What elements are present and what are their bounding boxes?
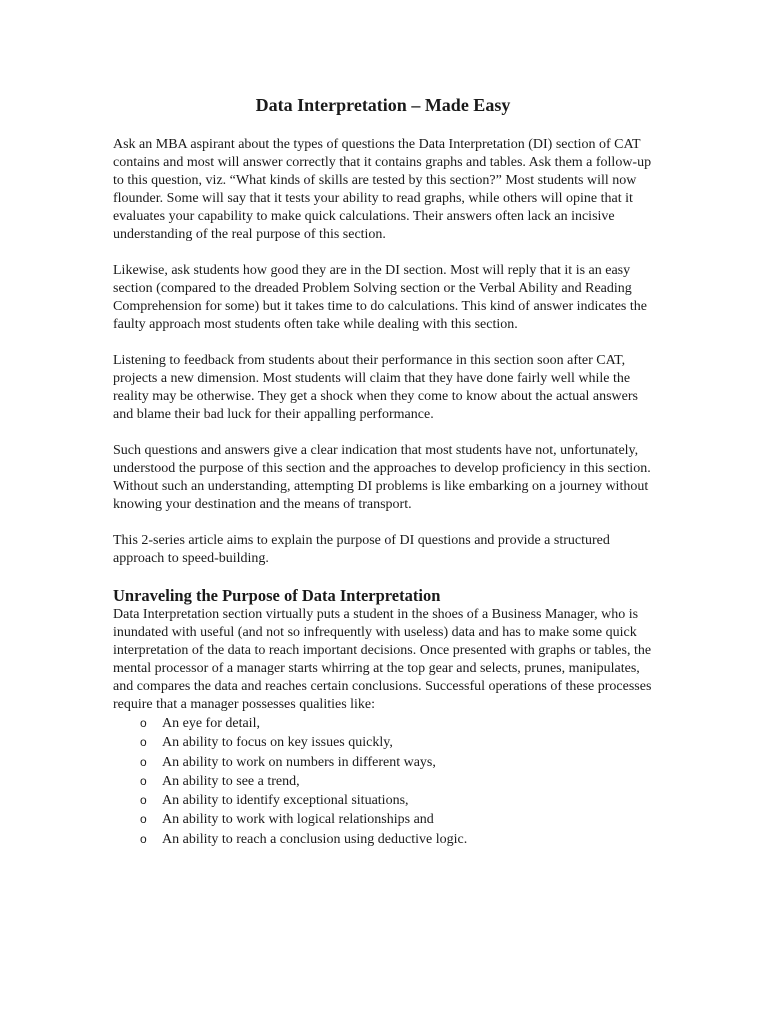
list-item-text: An ability to work with logical relationships and <box>162 812 434 828</box>
bullet-marker-icon: o <box>140 716 147 730</box>
paragraph-5: This 2-series article aims to explain the purpose of DI questions and provide a structured approach to speed-building. <box>113 533 610 566</box>
page-title: Data Interpretation – Made Easy <box>255 95 511 115</box>
list-item <box>113 772 653 791</box>
bullet-marker-icon: o <box>140 831 147 846</box>
bullet-marker-icon: o <box>140 773 147 788</box>
document-page <box>113 94 653 849</box>
list-item-text: An ability to see a trend, <box>162 773 300 789</box>
paragraph-1: Ask an MBA aspirant about the types of questions the Data Interpretation (DI) section of CAT contains and most will answer correctly that it contains graphs and tables. Ask them a follow-up to this question, viz. “What kinds of skills are tested by this section?” Most students will now flounder. Some will say that it tests your ability to read graphs, while others will opine that it evaluates your capability to make quick calculations. Their answers often lack an incisive understanding of the real purpose of this section. <box>113 137 652 242</box>
list-item <box>113 753 653 772</box>
section-heading: Unraveling the Purpose of Data Interpretation <box>113 586 441 605</box>
list-item <box>113 830 653 849</box>
list-item-text: An ability to focus on key issues quickly, <box>162 735 393 751</box>
list-item-text: An eye for detail, <box>162 716 260 731</box>
qualities-list <box>113 714 653 849</box>
section-paragraph: Data Interpretation section virtually puts a student in the shoes of a Business Manager, who is inundated with useful (and not so infrequently with useless) data and has to make some quick interpretation of the data to reach important decisions. Once presented with graphs or tables, the mental processor of a manager starts whirring at the top gear and selects, prunes, manipulates, and compares the data and reaches certain conclusions. Successful operations of these processes require that a manager possesses qualities like: <box>113 607 652 712</box>
paragraph-2: Likewise, ask students how good they are in the DI section. Most will reply that it is an easy section (compared to the dreaded Problem Solving section or the Verbal Ability and Reading Comprehension for some) but it takes time to do calculations. This kind of answer indicates the faulty approach most students often take while dealing with this section. <box>113 263 647 332</box>
list-item <box>113 714 653 733</box>
list-item-text: An ability to work on numbers in different ways, <box>162 754 436 770</box>
list-item <box>113 810 653 829</box>
list-item-text: An ability to identify exceptional situations, <box>162 793 409 809</box>
paragraph-4: Such questions and answers give a clear indication that most students have not, unfortunately, understood the purpose of this section and the approaches to develop proficiency in this section. Without such an understanding, attempting DI problems is like embarking on a journey without knowing your destination and the means of transport. <box>113 443 651 512</box>
bullet-marker-icon: o <box>140 754 147 769</box>
list-item <box>113 791 653 810</box>
paragraph-3: Listening to feedback from students about their performance in this section soon after CAT, projects a new dimension. Most students will claim that they have done fairly well while the reality may be otherwise. They get a shock when they come to know about the actual answers and blame their bad luck for their appalling performance. <box>113 353 638 422</box>
list-item <box>113 733 653 752</box>
list-item-text: An ability to reach a conclusion using deductive logic. <box>162 831 468 847</box>
bullet-marker-icon: o <box>140 793 147 808</box>
bullet-marker-icon: o <box>140 735 147 750</box>
bullet-marker-icon: o <box>140 812 147 827</box>
